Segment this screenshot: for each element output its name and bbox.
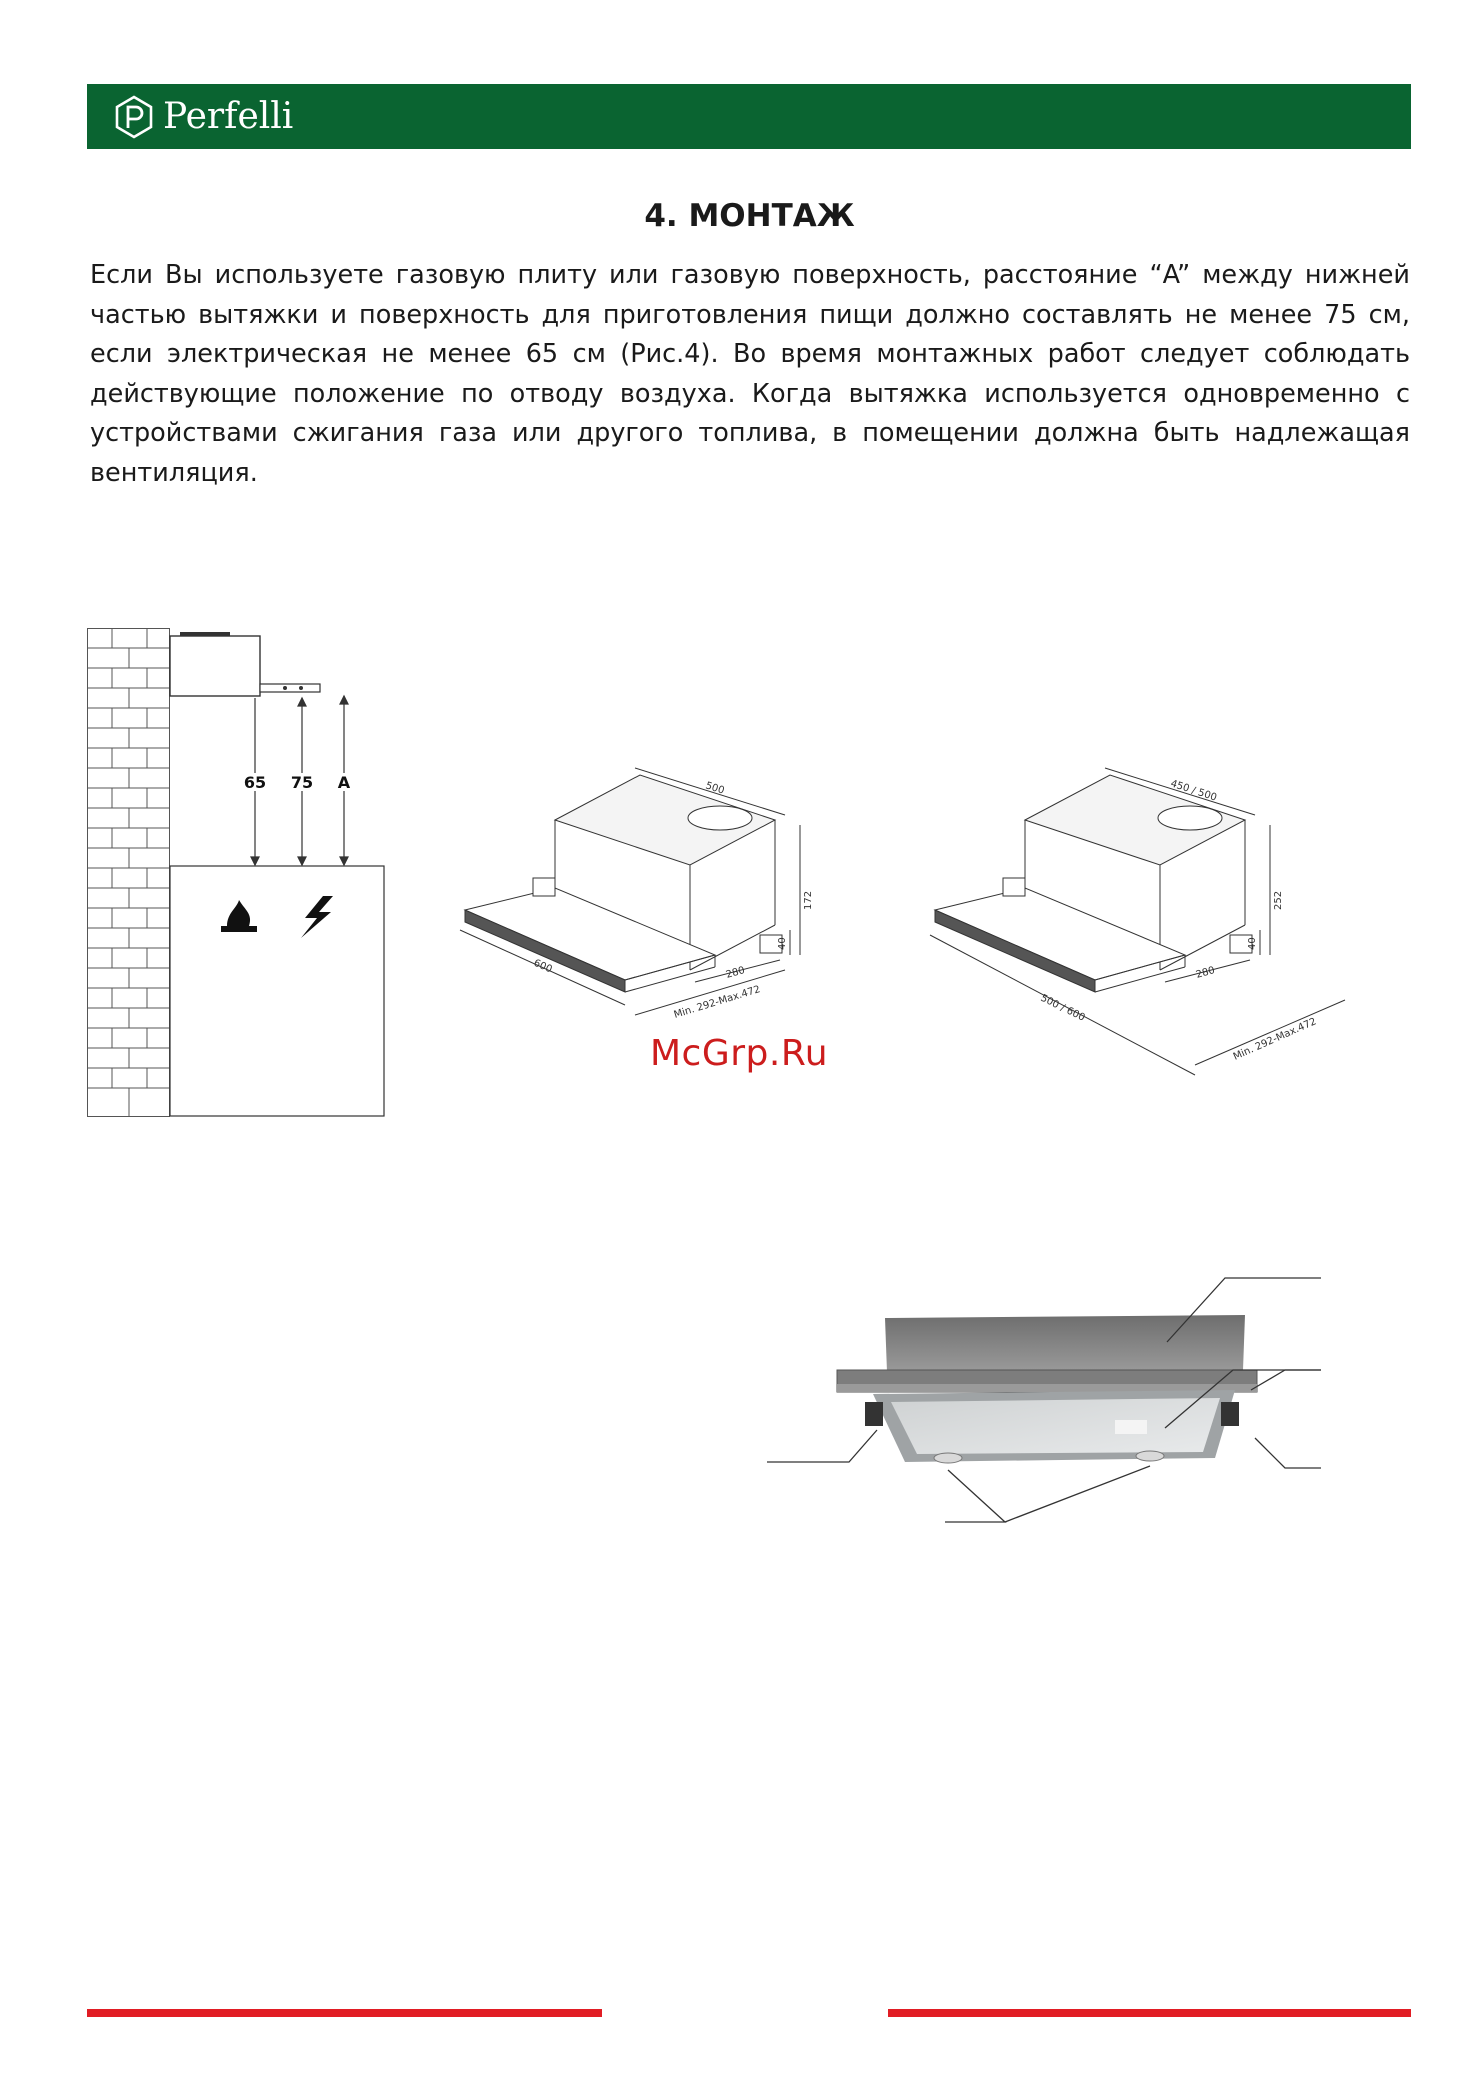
label-75: 75 xyxy=(290,773,314,792)
header-bar xyxy=(87,84,1411,149)
dim-slide: 280 xyxy=(724,965,747,981)
dim-height: 252 xyxy=(1273,890,1284,910)
dim-depth: 450 / 500 xyxy=(1169,778,1219,804)
dim-height: 172 xyxy=(803,890,814,910)
dimension-drawing-500-600 xyxy=(925,760,1395,1080)
dimension-drawing-600 xyxy=(455,760,915,1060)
dim-range: Min. 292-Max.472 xyxy=(672,984,762,1021)
dim-slide: 280 xyxy=(1194,965,1217,981)
watermark: McGrp.Ru xyxy=(650,1033,829,1074)
brand-name: Perfelli xyxy=(163,96,294,137)
installation-figure xyxy=(87,628,387,1118)
section-title: 4. МОНТАЖ xyxy=(644,198,855,234)
footer-line-left xyxy=(87,2009,602,2017)
brand-logo xyxy=(111,94,293,140)
dim-depth: 500 xyxy=(704,780,726,797)
footer-line-right xyxy=(888,2009,1411,2017)
dim-front: 40 xyxy=(1247,937,1258,950)
dim-width: 600 xyxy=(531,957,554,976)
label-65: 65 xyxy=(243,773,267,792)
p-hexagon-icon xyxy=(111,94,157,140)
label-a: A xyxy=(337,773,351,792)
section-paragraph: Если Вы используете газовую плиту или газовую поверхность, расстояние “A” между нижней частью вытяжки и поверхность для приготовления пищи должно составлять не менее 75 см, если электрическая не менее 65 см (Рис.4). Во время монтажных работ следует соблюдать действующие положение по отводу воздуха. Когда вытяжка используется одновременно с устройствами сжигания газа или другого топлива, в помещении должна быть надлежащая вентиляция. xyxy=(90,260,1410,488)
dim-range: Min. 292-Max.472 xyxy=(1231,1016,1319,1063)
hood-product-illustration xyxy=(765,1270,1335,1550)
dim-width: 500 / 600 xyxy=(1038,992,1087,1024)
dim-front: 40 xyxy=(777,937,788,950)
